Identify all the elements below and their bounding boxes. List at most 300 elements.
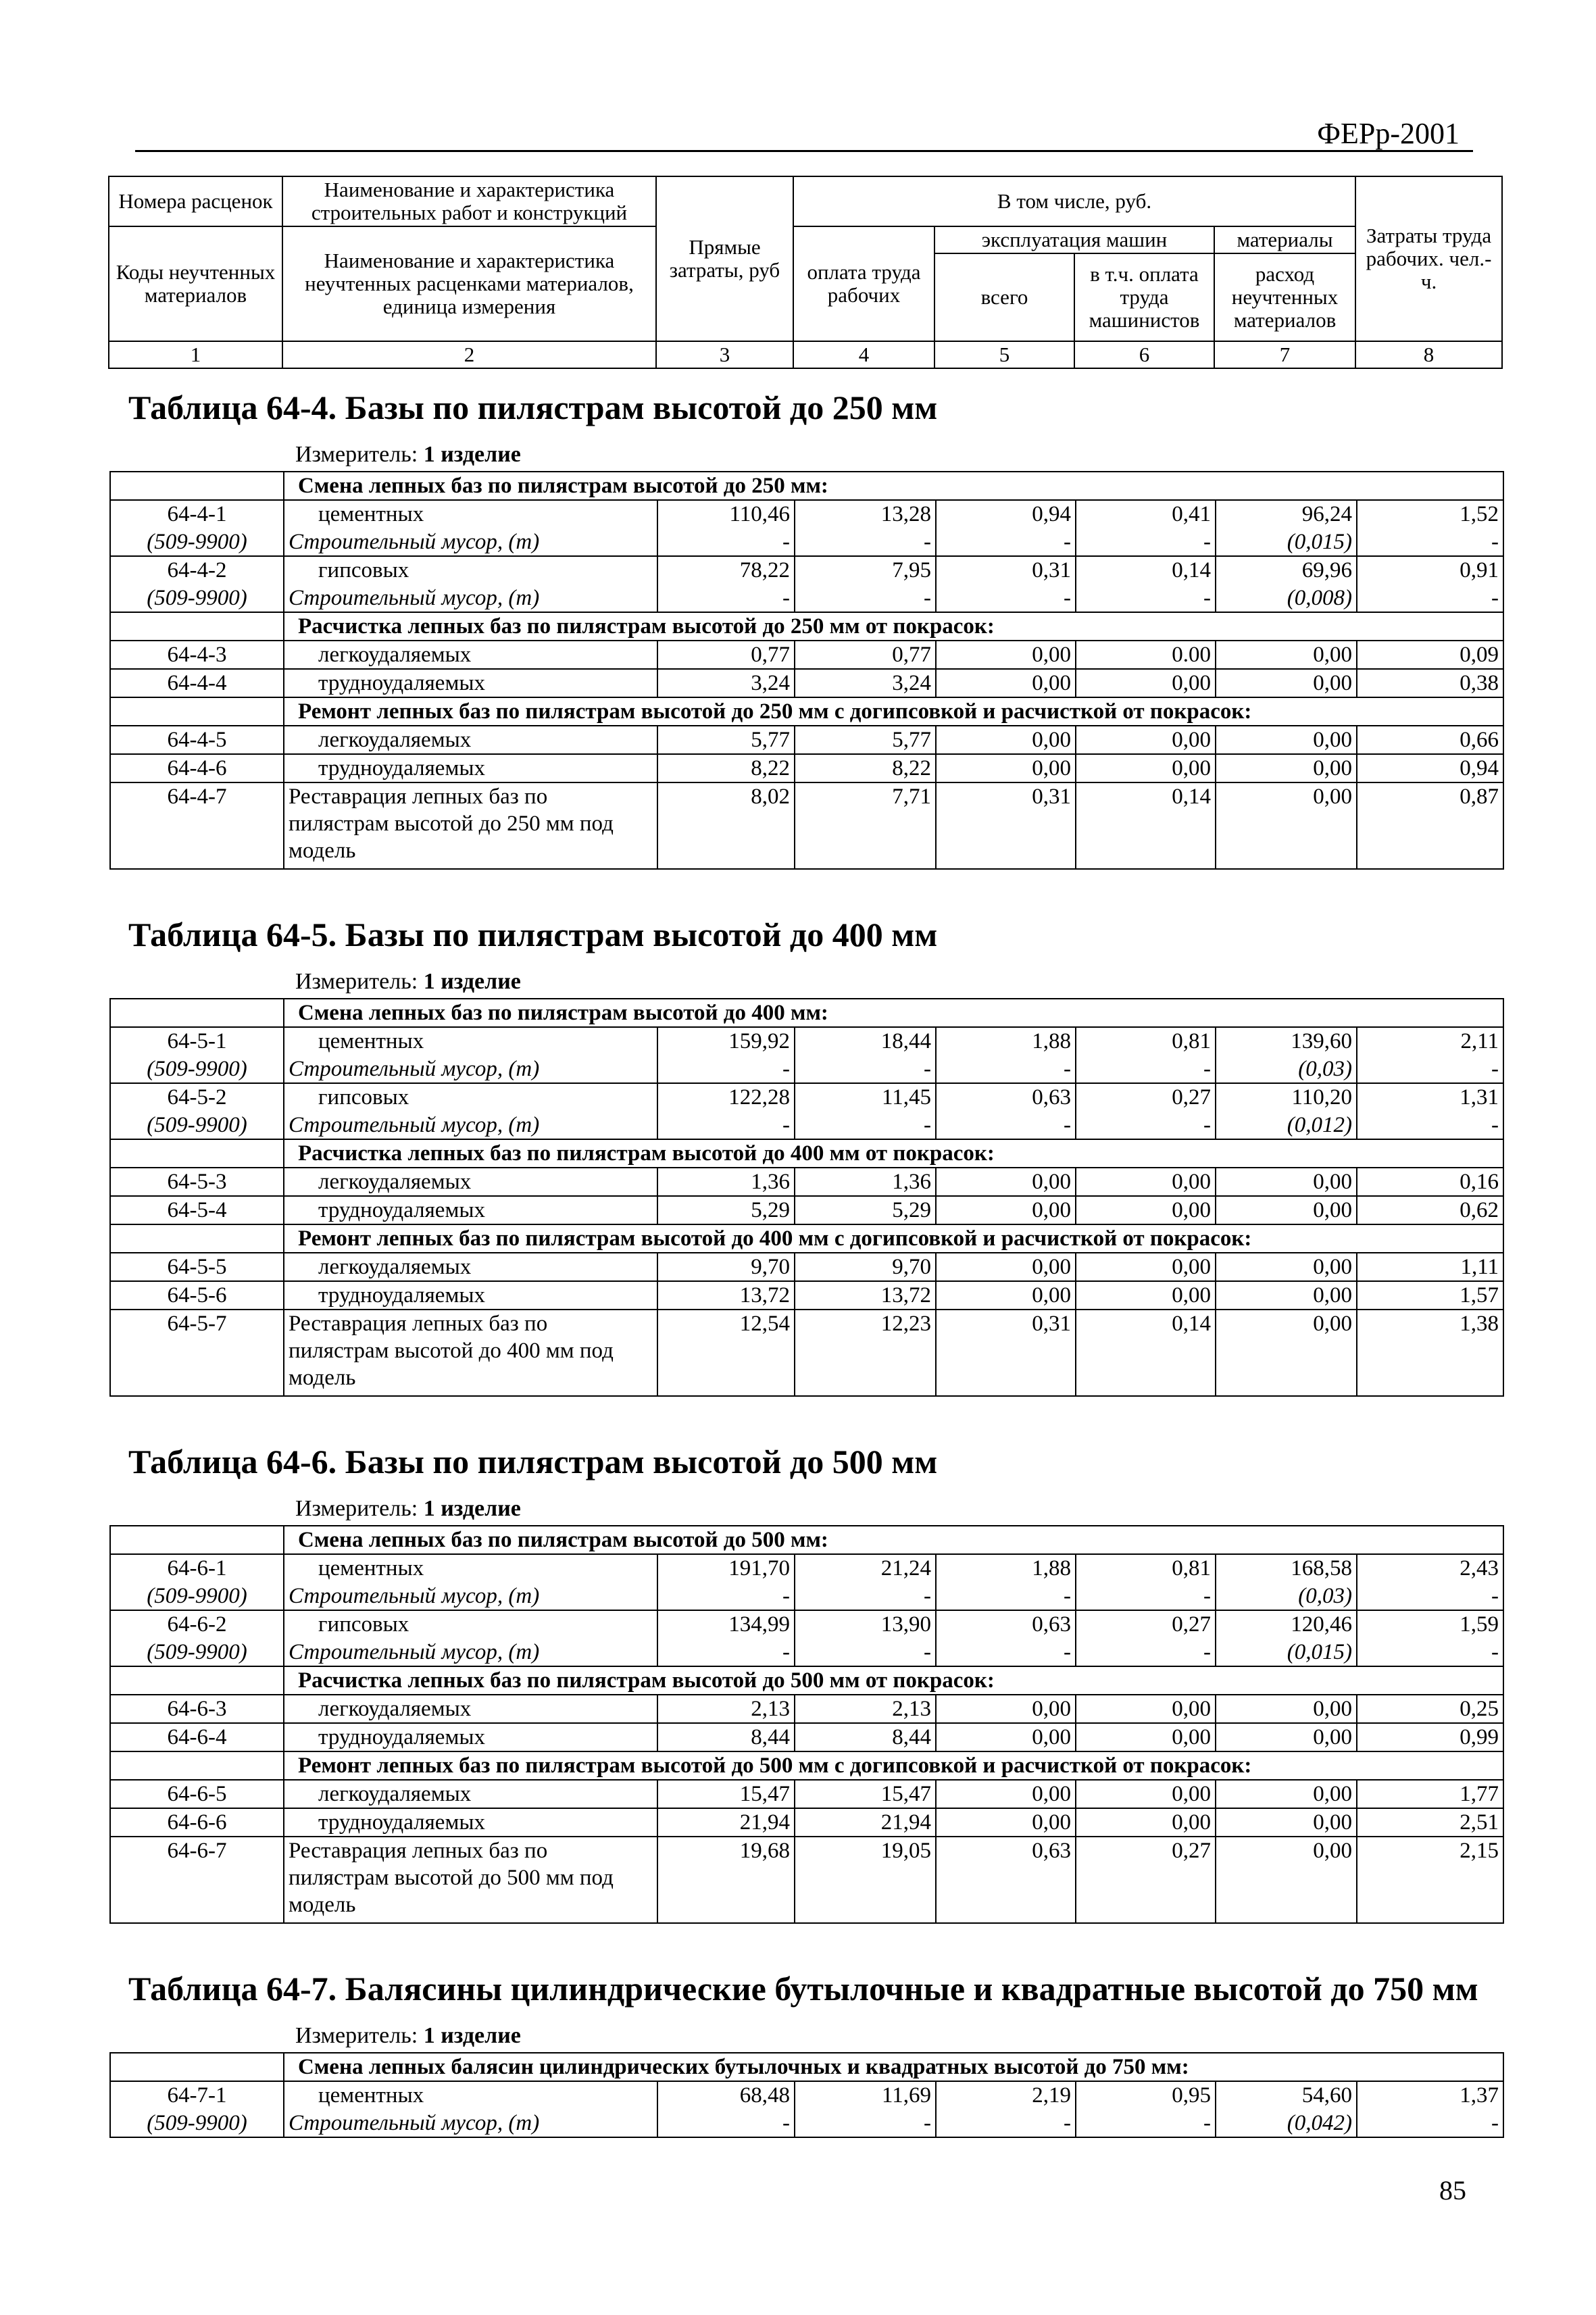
- value-cell: 0,00: [1216, 1281, 1357, 1310]
- meter-text: [295, 1495, 521, 1522]
- value-cell: 1,31: [1357, 1083, 1503, 1112]
- value-cell: 0,00: [1076, 1723, 1216, 1751]
- value-cell: 0,00: [1216, 782, 1357, 869]
- value-cell: 0,14: [1076, 1310, 1216, 1396]
- rate-code: 64-5-7: [110, 1310, 284, 1396]
- table-row: [110, 641, 1503, 669]
- header-pryamye: Прямые затраты, руб: [656, 176, 793, 341]
- value-cell: 2,43: [1357, 1554, 1503, 1583]
- value-cell: 69,96: [1216, 556, 1357, 584]
- value-cell: 0,63: [936, 1837, 1076, 1923]
- work-name: цементных: [284, 2081, 657, 2110]
- price-table: [109, 2052, 1504, 2138]
- header-v-tom-chisle: В том числе, руб.: [793, 176, 1355, 226]
- value-cell: 1,52: [1357, 500, 1503, 528]
- material-value-cell: -: [1357, 584, 1503, 612]
- material-value-cell: -: [1076, 584, 1216, 612]
- material-name: Строительный мусор, (т): [284, 1112, 657, 1139]
- value-cell: 7,71: [795, 782, 936, 869]
- rate-code: 64-4-7: [110, 782, 284, 869]
- value-cell: 15,47: [657, 1780, 795, 1808]
- value-cell: 1,37: [1357, 2081, 1503, 2110]
- subheading-indent: [110, 1666, 284, 1695]
- meter-text: [295, 968, 521, 995]
- value-cell: 0,00: [936, 1168, 1076, 1196]
- material-name: Строительный мусор, (т): [284, 1583, 657, 1610]
- value-cell: 139,60: [1216, 1027, 1357, 1055]
- rate-code: 64-5-4: [110, 1196, 284, 1224]
- subheading-indent: [110, 1751, 284, 1780]
- header-num-7: 7: [1214, 341, 1355, 368]
- rate-code: 64-5-5: [110, 1253, 284, 1281]
- material-value-cell: -: [657, 1112, 795, 1139]
- value-cell: 110,20: [1216, 1083, 1357, 1112]
- material-name: Строительный мусор, (т): [284, 584, 657, 612]
- value-cell: 0,14: [1076, 556, 1216, 584]
- material-value-cell: -: [1076, 1055, 1216, 1083]
- value-cell: 2,11: [1357, 1027, 1503, 1055]
- value-cell: 0,00: [936, 669, 1076, 697]
- rate-code: 64-5-1: [110, 1027, 284, 1055]
- value-cell: 0,27: [1076, 1610, 1216, 1639]
- subheading-label: Смена лепных баз по пилястрам высотой до 400 мм:: [284, 999, 1503, 1027]
- rate-code: 64-4-6: [110, 754, 284, 782]
- material-row: [110, 1055, 1503, 1083]
- material-row: [110, 528, 1503, 556]
- table-title: Таблица 64-5. Базы по пилястрам высотой до 400 мм: [128, 916, 938, 953]
- work-name: цементных: [284, 500, 657, 528]
- value-cell: 0,00: [936, 1695, 1076, 1723]
- value-cell: 0,94: [936, 500, 1076, 528]
- header-num-8: 8: [1355, 341, 1502, 368]
- work-name: трудноудаляемых: [284, 1196, 657, 1224]
- rate-code: 64-6-2: [110, 1610, 284, 1639]
- value-cell: 0,31: [936, 782, 1076, 869]
- value-cell: 13,90: [795, 1610, 936, 1639]
- header-rashod: расход неучтенных материалов: [1214, 253, 1355, 341]
- value-cell: 0,00: [936, 1808, 1076, 1837]
- value-cell: 0,27: [1076, 1837, 1216, 1923]
- value-cell: 0,31: [936, 556, 1076, 584]
- value-cell: 2,19: [936, 2081, 1076, 2110]
- value-cell: 0,00: [1076, 1281, 1216, 1310]
- value-cell: 0,00: [1076, 1196, 1216, 1224]
- material-value-cell: (0,015): [1216, 528, 1357, 556]
- subheading-label: Расчистка лепных баз по пилястрам высотой до 400 мм от покрасок:: [284, 1139, 1503, 1168]
- price-table-section: [109, 1416, 1504, 1924]
- value-cell: 12,23: [795, 1310, 936, 1396]
- table-row: [110, 1253, 1503, 1281]
- meter-value: 1 изделие: [423, 2023, 521, 2048]
- material-name: Строительный мусор, (т): [284, 1055, 657, 1083]
- value-cell: 8,22: [657, 754, 795, 782]
- material-code: (509-9900): [110, 528, 284, 556]
- material-code: (509-9900): [110, 1112, 284, 1139]
- subheading-label: Ремонт лепных баз по пилястрам высотой до 500 мм с догипсовкой и расчисткой от покрасок:: [284, 1751, 1503, 1780]
- table-title-block: [109, 1943, 1504, 2017]
- value-cell: 11,45: [795, 1083, 936, 1112]
- subheading-label: Расчистка лепных баз по пилястрам высотой до 250 мм от покрасок:: [284, 612, 1503, 641]
- value-cell: 96,24: [1216, 500, 1357, 528]
- value-cell: 0,00: [1076, 1253, 1216, 1281]
- subheading-row: [110, 1751, 1503, 1780]
- material-value-cell: -: [1076, 2110, 1216, 2137]
- price-table: [109, 471, 1504, 870]
- value-cell: 2,51: [1357, 1808, 1503, 1837]
- value-cell: 68,48: [657, 2081, 795, 2110]
- subheading-row: [110, 2053, 1503, 2081]
- material-value-cell: -: [1357, 1112, 1503, 1139]
- header-num-1: 1: [109, 341, 282, 368]
- rate-code: 64-6-7: [110, 1837, 284, 1923]
- value-cell: 0,00: [936, 754, 1076, 782]
- value-cell: 0.00: [1076, 641, 1216, 669]
- value-cell: 0,38: [1357, 669, 1503, 697]
- header-naim2: Наименование и характеристика неучтенных расценками материалов, единица измерения: [282, 226, 656, 341]
- value-cell: 0,00: [1216, 1196, 1357, 1224]
- material-value-cell: -: [1357, 1639, 1503, 1666]
- value-cell: 0,77: [657, 641, 795, 669]
- value-cell: 0,00: [1216, 1253, 1357, 1281]
- material-value-cell: -: [657, 1055, 795, 1083]
- value-cell: 13,28: [795, 500, 936, 528]
- value-cell: 1,38: [1357, 1310, 1503, 1396]
- value-cell: 5,29: [795, 1196, 936, 1224]
- value-cell: 0,00: [936, 1281, 1076, 1310]
- material-name: Строительный мусор, (т): [284, 528, 657, 556]
- meter-label: Измеритель:: [295, 1496, 424, 1521]
- table-row: [110, 782, 1503, 869]
- value-cell: 0,00: [1076, 754, 1216, 782]
- material-row: [110, 1583, 1503, 1610]
- meter-line: [109, 1490, 1504, 1525]
- header-naim1: Наименование и характеристика строительных работ и конструкций: [282, 176, 656, 226]
- price-table-section: [109, 1943, 1504, 2138]
- value-cell: 0,81: [1076, 1554, 1216, 1583]
- price-table: [109, 998, 1504, 1397]
- header-rule: [135, 150, 1473, 152]
- meter-line: [109, 963, 1504, 998]
- value-cell: 191,70: [657, 1554, 795, 1583]
- value-cell: 0,00: [1216, 669, 1357, 697]
- material-value-cell: -: [657, 584, 795, 612]
- value-cell: 0,00: [1076, 1168, 1216, 1196]
- material-value-cell: -: [936, 1112, 1076, 1139]
- material-value-cell: -: [1357, 528, 1503, 556]
- rate-code: 64-4-4: [110, 669, 284, 697]
- value-cell: 0,00: [1216, 1168, 1357, 1196]
- rate-code: 64-5-2: [110, 1083, 284, 1112]
- work-name: легкоудаляемых: [284, 1695, 657, 1723]
- value-cell: 0,00: [1216, 1808, 1357, 1837]
- material-value-cell: -: [936, 528, 1076, 556]
- rate-code: 64-6-3: [110, 1695, 284, 1723]
- material-value-cell: -: [936, 1055, 1076, 1083]
- column-header-table: [108, 176, 1503, 369]
- header-kody: Коды неучтенных материалов: [109, 226, 282, 341]
- subheading-row: [110, 1666, 1503, 1695]
- material-value-cell: (0,012): [1216, 1112, 1357, 1139]
- value-cell: 0,41: [1076, 500, 1216, 528]
- value-cell: 0,00: [1216, 726, 1357, 754]
- subheading-indent: [110, 999, 284, 1027]
- value-cell: 2,13: [795, 1695, 936, 1723]
- material-value-cell: -: [795, 1639, 936, 1666]
- value-cell: 0,77: [795, 641, 936, 669]
- value-cell: 0,00: [936, 1196, 1076, 1224]
- value-cell: 1,59: [1357, 1610, 1503, 1639]
- value-cell: 0,95: [1076, 2081, 1216, 2110]
- material-value-cell: (0,042): [1216, 2110, 1357, 2137]
- meter-value: 1 изделие: [423, 442, 521, 467]
- work-name: легкоудаляемых: [284, 726, 657, 754]
- material-value-cell: -: [795, 584, 936, 612]
- value-cell: 18,44: [795, 1027, 936, 1055]
- material-value-cell: -: [657, 1583, 795, 1610]
- value-cell: 0,00: [1076, 726, 1216, 754]
- value-cell: 12,54: [657, 1310, 795, 1396]
- value-cell: 0,00: [1076, 1695, 1216, 1723]
- table-title-block: [109, 889, 1504, 963]
- subheading-indent: [110, 1224, 284, 1253]
- material-value-cell: -: [795, 1112, 936, 1139]
- subheading-indent: [110, 472, 284, 500]
- value-cell: 13,72: [657, 1281, 795, 1310]
- rate-code: 64-5-3: [110, 1168, 284, 1196]
- value-cell: 0,81: [1076, 1027, 1216, 1055]
- header-nomera: Номера расценок: [109, 176, 282, 226]
- value-cell: 0,00: [1216, 1310, 1357, 1396]
- table-row: [110, 556, 1503, 584]
- material-value-cell: -: [795, 1055, 936, 1083]
- subheading-row: [110, 999, 1503, 1027]
- value-cell: 0,00: [936, 641, 1076, 669]
- subheading-indent: [110, 697, 284, 726]
- value-cell: 110,46: [657, 500, 795, 528]
- rate-code: 64-4-5: [110, 726, 284, 754]
- header-vtch: в т.ч. оплата труда машинистов: [1074, 253, 1214, 341]
- material-code: (509-9900): [110, 1639, 284, 1666]
- value-cell: 0,91: [1357, 556, 1503, 584]
- material-value-cell: -: [936, 2110, 1076, 2137]
- material-value-cell: -: [795, 1583, 936, 1610]
- material-value-cell: (0,03): [1216, 1055, 1357, 1083]
- meter-label: Измеритель:: [295, 969, 424, 994]
- header-zatraty: Затраты труда рабочих. чел.-ч.: [1355, 176, 1502, 341]
- document-code: ФЕРр-2001: [1317, 117, 1460, 150]
- work-name: Реставрация лепных баз по пилястрам высотой до 400 мм под модель: [284, 1310, 657, 1396]
- value-cell: 0,09: [1357, 641, 1503, 669]
- header-vsego: всего: [934, 253, 1074, 341]
- value-cell: 1,77: [1357, 1780, 1503, 1808]
- header-ekspl: эксплуатация машин: [934, 226, 1214, 253]
- table-title: Таблица 64-6. Базы по пилястрам высотой до 500 мм: [128, 1443, 938, 1480]
- subheading-indent: [110, 612, 284, 641]
- material-value-cell: -: [936, 1639, 1076, 1666]
- value-cell: 15,47: [795, 1780, 936, 1808]
- table-row: [110, 726, 1503, 754]
- subheading-row: [110, 472, 1503, 500]
- value-cell: 11,69: [795, 2081, 936, 2110]
- material-value-cell: -: [1076, 1583, 1216, 1610]
- value-cell: 168,58: [1216, 1554, 1357, 1583]
- value-cell: 5,77: [657, 726, 795, 754]
- price-table-section: [109, 362, 1504, 870]
- material-value-cell: -: [936, 1583, 1076, 1610]
- subheading-row: [110, 1139, 1503, 1168]
- subheading-indent: [110, 1526, 284, 1554]
- work-name: Реставрация лепных баз по пилястрам высотой до 500 мм под модель: [284, 1837, 657, 1923]
- work-name: Реставрация лепных баз по пилястрам высотой до 250 мм под модель: [284, 782, 657, 869]
- header-num-5: 5: [934, 341, 1074, 368]
- material-value-cell: -: [795, 528, 936, 556]
- meter-line: [109, 2017, 1504, 2052]
- value-cell: 0,66: [1357, 726, 1503, 754]
- value-cell: 2,13: [657, 1695, 795, 1723]
- meter-value: 1 изделие: [423, 969, 521, 994]
- material-value-cell: -: [1076, 1639, 1216, 1666]
- material-value-cell: -: [1076, 528, 1216, 556]
- value-cell: 0,99: [1357, 1723, 1503, 1751]
- price-table: [109, 1525, 1504, 1924]
- table-row: [110, 1695, 1503, 1723]
- table-row: [110, 669, 1503, 697]
- subheading-row: [110, 1224, 1503, 1253]
- material-code: (509-9900): [110, 2110, 284, 2137]
- work-name: гипсовых: [284, 1083, 657, 1112]
- value-cell: 0,00: [1076, 669, 1216, 697]
- value-cell: 8,22: [795, 754, 936, 782]
- table-row: [110, 1281, 1503, 1310]
- header-num-6: 6: [1074, 341, 1214, 368]
- table-title-block: [109, 362, 1504, 436]
- material-value-cell: -: [1357, 1583, 1503, 1610]
- material-value-cell: (0,015): [1216, 1639, 1357, 1666]
- value-cell: 1,11: [1357, 1253, 1503, 1281]
- table-title-block: [109, 1416, 1504, 1490]
- subheading-row: [110, 697, 1503, 726]
- meter-label: Измеритель:: [295, 2023, 424, 2048]
- value-cell: 2,15: [1357, 1837, 1503, 1923]
- material-name: Строительный мусор, (т): [284, 1639, 657, 1666]
- value-cell: 7,95: [795, 556, 936, 584]
- material-value-cell: -: [795, 2110, 936, 2137]
- header-num-4: 4: [793, 341, 934, 368]
- page-number: 85: [1439, 2175, 1466, 2206]
- value-cell: 0,62: [1357, 1196, 1503, 1224]
- subheading-label: Ремонт лепных баз по пилястрам высотой до 250 мм с догипсовкой и расчисткой от покрасок:: [284, 697, 1503, 726]
- value-cell: 8,44: [795, 1723, 936, 1751]
- header-materialy: материалы: [1214, 226, 1355, 253]
- value-cell: 0,00: [1076, 1808, 1216, 1837]
- material-value-cell: (0,03): [1216, 1583, 1357, 1610]
- value-cell: 0,31: [936, 1310, 1076, 1396]
- rate-code: 64-4-1: [110, 500, 284, 528]
- value-cell: 1,88: [936, 1027, 1076, 1055]
- header-oplata: оплата труда рабочих: [793, 226, 934, 341]
- value-cell: 8,44: [657, 1723, 795, 1751]
- value-cell: 0,14: [1076, 782, 1216, 869]
- value-cell: 0,87: [1357, 782, 1503, 869]
- price-table-section: [109, 889, 1504, 1397]
- value-cell: 0,00: [1216, 754, 1357, 782]
- work-name: трудноудаляемых: [284, 669, 657, 697]
- value-cell: 0,00: [1216, 1780, 1357, 1808]
- table-row: [110, 1837, 1503, 1923]
- value-cell: 9,70: [657, 1253, 795, 1281]
- value-cell: 0,00: [1216, 641, 1357, 669]
- work-name: гипсовых: [284, 556, 657, 584]
- value-cell: 9,70: [795, 1253, 936, 1281]
- value-cell: 13,72: [795, 1281, 936, 1310]
- rate-code: 64-4-2: [110, 556, 284, 584]
- work-name: трудноудаляемых: [284, 1281, 657, 1310]
- value-cell: 54,60: [1216, 2081, 1357, 2110]
- table-row: [110, 1310, 1503, 1396]
- value-cell: 0,00: [1216, 1837, 1357, 1923]
- value-cell: 5,29: [657, 1196, 795, 1224]
- table-row: [110, 1168, 1503, 1196]
- material-value-cell: -: [657, 528, 795, 556]
- material-row: [110, 1639, 1503, 1666]
- table-row: [110, 500, 1503, 528]
- table-row: [110, 1780, 1503, 1808]
- table-row: [110, 1027, 1503, 1055]
- subheading-label: Смена лепных баз по пилястрам высотой до 500 мм:: [284, 1526, 1503, 1554]
- value-cell: 78,22: [657, 556, 795, 584]
- subheading-indent: [110, 1139, 284, 1168]
- meter-text: [295, 441, 521, 468]
- subheading-row: [110, 612, 1503, 641]
- material-code: (509-9900): [110, 1055, 284, 1083]
- value-cell: 0,00: [936, 726, 1076, 754]
- value-cell: 0,00: [1076, 1780, 1216, 1808]
- rate-code: 64-6-1: [110, 1554, 284, 1583]
- subheading-label: Смена лепных баз по пилястрам высотой до 250 мм:: [284, 472, 1503, 500]
- material-value-cell: -: [657, 1639, 795, 1666]
- subheading-row: [110, 1526, 1503, 1554]
- work-name: гипсовых: [284, 1610, 657, 1639]
- value-cell: 21,94: [657, 1808, 795, 1837]
- table-row: [110, 1723, 1503, 1751]
- rate-code: 64-7-1: [110, 2081, 284, 2110]
- material-code: (509-9900): [110, 584, 284, 612]
- value-cell: 21,94: [795, 1808, 936, 1837]
- value-cell: 0,16: [1357, 1168, 1503, 1196]
- material-row: [110, 2110, 1503, 2137]
- material-value-cell: -: [936, 584, 1076, 612]
- material-value-cell: (0,008): [1216, 584, 1357, 612]
- table-row: [110, 1808, 1503, 1837]
- rate-code: 64-6-4: [110, 1723, 284, 1751]
- subheading-label: Смена лепных балясин цилиндрических бутылочных и квадратных высотой до 750 мм:: [284, 2053, 1503, 2081]
- value-cell: 0,00: [1216, 1695, 1357, 1723]
- work-name: легкоудаляемых: [284, 1253, 657, 1281]
- work-name: легкоудаляемых: [284, 1780, 657, 1808]
- value-cell: 0,00: [936, 1780, 1076, 1808]
- work-name: легкоудаляемых: [284, 1168, 657, 1196]
- value-cell: 1,36: [795, 1168, 936, 1196]
- material-row: [110, 584, 1503, 612]
- work-name: трудноудаляемых: [284, 1723, 657, 1751]
- meter-value: 1 изделие: [423, 1496, 521, 1521]
- value-cell: 0,94: [1357, 754, 1503, 782]
- rate-code: 64-4-3: [110, 641, 284, 669]
- table-row: [110, 1610, 1503, 1639]
- table-row: [110, 1554, 1503, 1583]
- meter-text: [295, 2022, 521, 2049]
- rate-code: 64-5-6: [110, 1281, 284, 1310]
